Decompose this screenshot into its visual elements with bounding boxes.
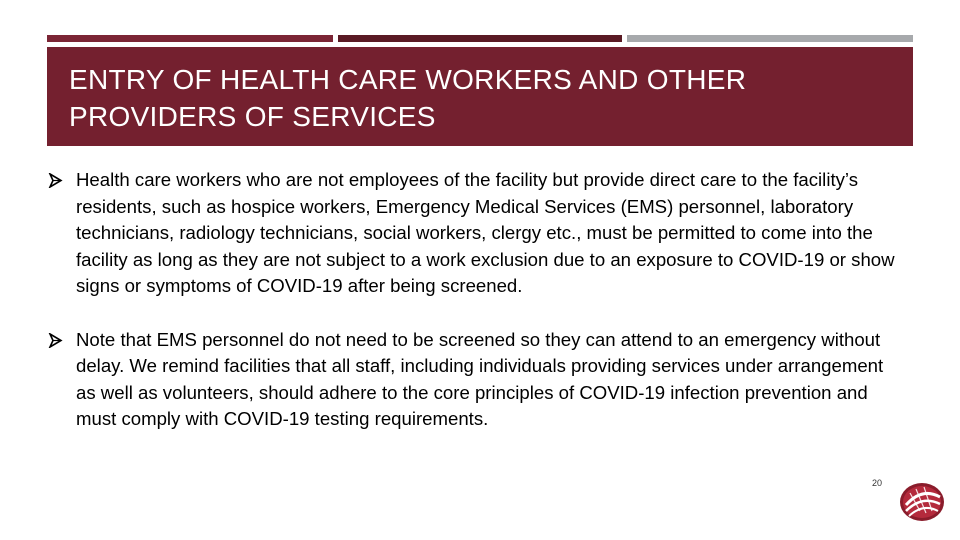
bullet-list bbox=[48, 167, 898, 433]
title-band bbox=[47, 47, 913, 146]
top-accent-bar-left bbox=[47, 35, 333, 42]
slide-title: ENTRY OF HEALTH CARE WORKERS AND OTHER PROVIDERS OF SERVICES bbox=[69, 64, 747, 132]
top-accent-bar-middle bbox=[338, 35, 622, 42]
bullet-text: Health care workers who are not employees of the facility but provide direct care to the facility’s residents, such as hospice workers, Emergency Medical Services (EMS) personnel, laboratory technicians, radiology technicians, social workers, clergy etc., must be permitted to come into the facility as long as they are not subject to a work exclusion due to an exposure to COVID-19 or show signs or symptoms of COVID-19 after being screened. bbox=[76, 169, 895, 296]
bullet-text: Note that EMS personnel do not need to be screened so they can attend to an emergency without delay. We remind facilities that all staff, including individuals providing services under arrangement as well as volunteers, should adhere to the core principles of COVID-19 infection prevention and must comply with COVID-19 testing requirements. bbox=[76, 328, 884, 429]
bullet-item bbox=[48, 167, 898, 300]
top-accent-bar-right bbox=[627, 35, 913, 42]
arrow-bullet-icon bbox=[48, 173, 63, 188]
bullet-item bbox=[48, 327, 898, 433]
page-number: 20 bbox=[871, 478, 882, 488]
organization-logo-icon bbox=[898, 481, 946, 523]
arrow-bullet-icon bbox=[48, 333, 63, 348]
